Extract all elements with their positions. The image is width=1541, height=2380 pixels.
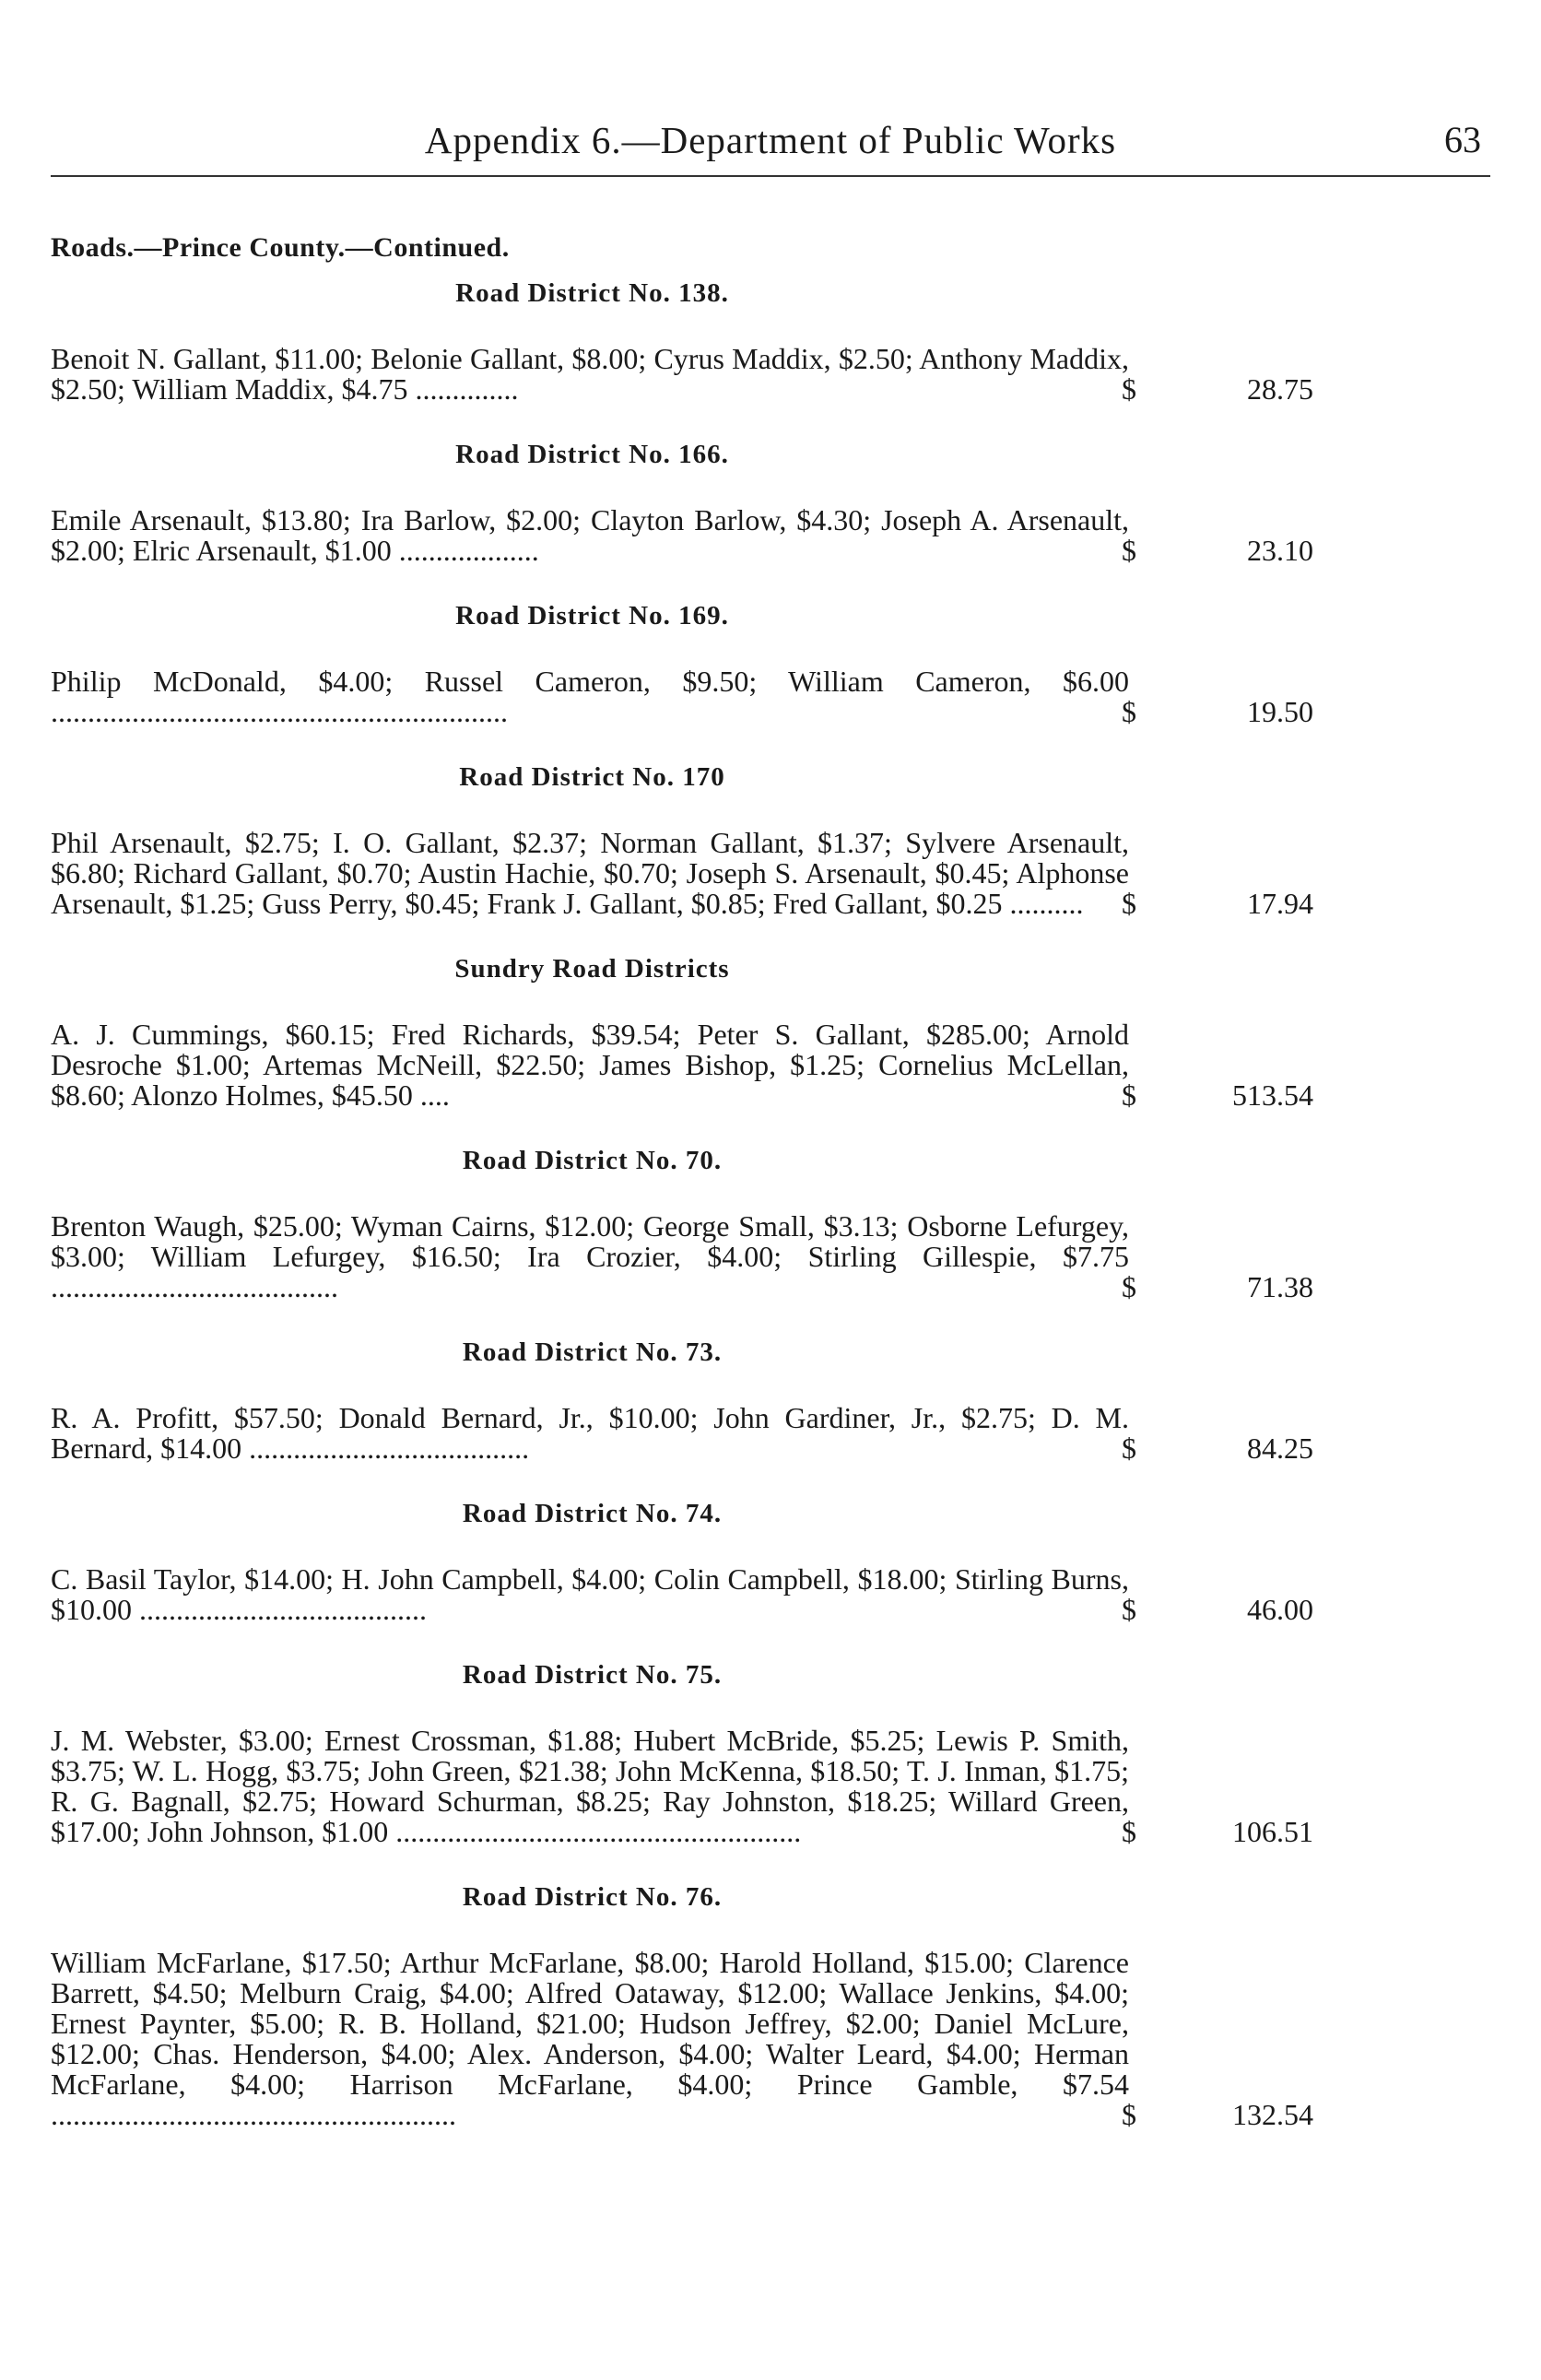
page-header [51,118,1490,177]
district-entry [51,1401,1313,1465]
entry-amount: 46.00 [1247,1593,1313,1626]
district-entry [51,342,1313,406]
entry-text: A. J. Cummings, $60.15; Fred Richards, $39.54; Peter S. Gallant, $285.00; Arnold Desroche $1.00; Artemas McNeill, $22.50; James Bishop, $1.25; Cornelius McLellan, $8.60; Alonzo Holmes, $45.50 .... [51,1018,1129,1112]
entry-amount: 132.54 [1232,2098,1313,2131]
district-heading: Road District No. 73. [462,1337,723,1367]
dollar-sign: $ [1122,1270,1136,1303]
district-entry [51,1018,1313,1112]
entry-text: Philip McDonald, $4.00; Russel Cameron, $9.50; William Cameron, $6.00 .............................................................. [51,665,1129,728]
district-entry [51,1562,1313,1626]
entry-text: William McFarlane, $17.50; Arthur McFarlane, $8.00; Harold Holland, $15.00; Clarence Barrett, $4.50; Melburn Craig, $4.00; Alfred Oataway, $12.00; Wallace Jenkins, $4.00; Ernest Paynter, $5.00; R. B. Holland, $21.00; Hudson Jeffrey, $2.00; Daniel McLure, $12.00; Chas. Henderson, $4.00; Alex. Anderson, $4.00; Walter Leard, $4.00; Herman McFarlane, $4.00; Harrison McFarlane, $4.00; Prince Gamble, $7.54 ....................................................... [51,1946,1129,2131]
district-entry [51,1209,1313,1303]
district-heading: Road District No. 166. [455,440,729,469]
page-number: 63 [1444,119,1481,160]
district-entry [51,503,1313,567]
dollar-sign: $ [1122,372,1136,406]
district-heading: Road District No. 74. [462,1499,723,1528]
district-entry [51,1724,1313,1848]
dollar-sign: $ [1122,1593,1136,1626]
entry-amount: 71.38 [1247,1270,1313,1303]
entry-text: R. A. Profitt, $57.50; Donald Bernard, Jr., $10.00; John Gardiner, Jr., $2.75; D. M. Bernard, $14.00 ...................................... [51,1401,1129,1465]
entry-amount: 84.25 [1247,1432,1313,1465]
entry-text: Emile Arsenault, $13.80; Ira Barlow, $2.00; Clayton Barlow, $4.30; Joseph A. Arsenault, $2.00; Elric Arsenault, $1.00 ................... [51,503,1129,567]
district-heading: Sundry Road Districts [454,954,730,984]
entry-amount: 19.50 [1247,695,1313,728]
district-heading: Road District No. 75. [462,1660,723,1690]
dollar-sign: $ [1122,695,1136,728]
entry-amount: 28.75 [1247,372,1313,406]
district-entry [51,826,1313,920]
dollar-sign: $ [1122,887,1136,920]
entry-amount: 513.54 [1232,1078,1313,1112]
entry-amount: 106.51 [1232,1815,1313,1848]
district-heading: Road District No. 170 [459,762,725,792]
district-heading: Road District No. 138. [455,278,729,308]
entry-text: Benoit N. Gallant, $11.00; Belonie Gallant, $8.00; Cyrus Maddix, $2.50; Anthony Maddix, $2.50; William Maddix, $4.75 .............. [51,342,1129,406]
dollar-sign: $ [1122,1815,1136,1848]
dollar-sign: $ [1122,2098,1136,2131]
district-entry [51,1946,1313,2131]
dollar-sign: $ [1122,534,1136,567]
entry-text: Brenton Waugh, $25.00; Wyman Cairns, $12.00; George Small, $3.13; Osborne Lefurgey, $3.00; William Lefurgey, $16.50; Ira Crozier, $4.00; Stirling Gillespie, $7.75 ....................................... [51,1209,1129,1303]
district-heading: Road District No. 169. [455,601,729,630]
entry-text: Phil Arsenault, $2.75; I. O. Gallant, $2.37; Norman Gallant, $1.37; Sylvere Arsenault, $6.80; Richard Gallant, $0.70; Austin Hachie, $0.70; Joseph S. Arsenault, $0.45; Alphonse Arsenault, $1.25; Guss Perry, $0.45; Frank J. Gallant, $0.85; Fred Gallant, $0.25 .......... [51,826,1129,920]
entry-text: C. Basil Taylor, $14.00; H. John Campbell, $4.00; Colin Campbell, $18.00; Stirling Burns, $10.00 ....................................... [51,1562,1129,1626]
district-entry [51,665,1313,728]
dollar-sign: $ [1122,1078,1136,1112]
entry-text: J. M. Webster, $3.00; Ernest Crossman, $1.88; Hubert McBride, $5.25; Lewis P. Smith, $3.75; W. L. Hogg, $3.75; John Green, $21.38; John McKenna, $18.50; T. J. Inman, $1.75; R. G. Bagnall, $2.75; Howard Schurman, $8.25; Ray Johnston, $18.25; Willard Green, $17.00; John Johnson, $1.00 ....................................................... [51,1724,1129,1848]
entry-amount: 23.10 [1247,534,1313,567]
running-title: Appendix 6.—Department of Public Works [424,119,1117,161]
dollar-sign: $ [1122,1432,1136,1465]
district-heading: Road District No. 76. [462,1882,723,1912]
district-heading: Road District No. 70. [462,1146,723,1175]
district-list [51,278,1313,2131]
section-title: Roads.—Prince County.—Continued. [51,232,510,263]
entry-amount: 17.94 [1247,887,1313,920]
